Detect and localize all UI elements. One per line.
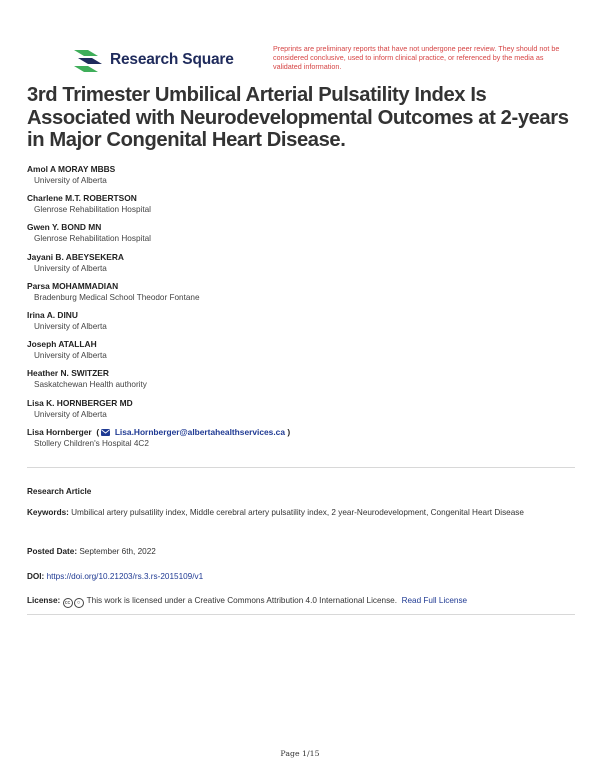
corresponding-author-name <box>27 427 575 438</box>
author-name: Heather N. SWITZER <box>27 368 109 379</box>
author-affiliation: Glenrose Rehabilitation Hospital <box>34 234 151 244</box>
author-affiliation: Saskatchewan Health authority <box>34 380 147 390</box>
author-name: Charlene M.T. ROBERTSON <box>27 193 137 204</box>
email-address: Lisa.Hornberger@albertahealthservices.ca <box>114 426 285 437</box>
author-name: Joseph ATALLAH <box>27 339 97 350</box>
read-full-license-link[interactable]: Read Full License <box>401 596 468 605</box>
author-item <box>27 222 575 251</box>
author-affiliation: Bradenburg Medical School Theodor Fontane <box>34 292 200 302</box>
author-name: Amol A MORAY MBBS <box>27 164 116 174</box>
doi-label: DOI: <box>27 572 45 581</box>
keywords <box>27 506 575 519</box>
corresponding-name: Lisa Hornberger <box>27 426 92 437</box>
author-item <box>27 398 575 427</box>
author-item <box>27 368 575 397</box>
author-name: Gwen Y. BOND MN <box>27 222 102 233</box>
corresponding-affiliation: Stollery Children's Hospital 4C2 <box>34 438 149 448</box>
keywords-label: Keywords: <box>27 508 69 517</box>
author-affiliation: University of Alberta <box>34 263 107 273</box>
research-square-logo-icon <box>72 46 104 74</box>
page-header <box>0 0 600 80</box>
author-name: Jayani B. ABEYSEKERA <box>27 251 124 262</box>
page-number: Page 1/15 <box>280 749 320 758</box>
license-label: License: <box>27 596 61 605</box>
section-divider <box>27 467 575 468</box>
article-type-label: Research Article <box>27 487 92 496</box>
brand-name: Research Square <box>110 51 234 68</box>
author-affiliation: University of Alberta <box>34 176 107 185</box>
author-item <box>27 281 575 310</box>
author-affiliation: University of Alberta <box>34 321 107 331</box>
posted-date-label: Posted Date: <box>27 547 78 556</box>
article-type <box>27 485 575 498</box>
doi-link[interactable]: https://doi.org/10.21203/rs.3.rs-2015109/v1 <box>46 572 204 581</box>
posted-date-value: September 6th, 2022 <box>79 547 156 556</box>
author-item <box>27 310 575 339</box>
envelope-icon <box>101 429 110 436</box>
author-affiliation: University of Alberta <box>34 409 107 419</box>
license <box>27 594 575 608</box>
author-item <box>27 164 575 193</box>
preprint-disclaimer: Preprints are preliminary reports that have not undergone peer review. They should not be considered conclusive, used to inform clinical practice, or referenced by the media as validated information. <box>273 44 560 71</box>
paren-open: ( <box>94 426 100 437</box>
paren-close: ) <box>287 426 291 437</box>
author-item <box>27 339 575 368</box>
author-affiliation: Glenrose Rehabilitation Hospital <box>34 205 151 215</box>
keywords-value: Umbilical artery pulsatility index, Middle cerebral artery pulsatility index, 2 year-Neurodevelopment, Congenital Heart Disease <box>71 508 524 517</box>
email-link[interactable] <box>101 427 287 437</box>
doi <box>27 570 575 583</box>
license-text: This work is licensed under a Creative Commons Attribution 4.0 International License. <box>86 596 398 605</box>
section-divider <box>27 614 575 615</box>
corresponding-author <box>27 427 575 456</box>
author-list <box>27 164 575 456</box>
author-name: Irina A. DINU <box>27 309 78 320</box>
author-item <box>27 193 575 222</box>
author-affiliation: University of Alberta <box>34 351 107 361</box>
posted-date <box>27 545 575 558</box>
author-name: Lisa K. HORNBERGER MD <box>27 397 133 408</box>
cc-icon: cc <box>63 598 73 608</box>
paper-title: 3rd Trimester Umbilical Arterial Pulsatility Index Is Associated with Neurodevelopmental Outcomes at 2-years in Major Congenital Heart Disease. <box>27 84 569 151</box>
cc-by-icon: ○ <box>74 598 84 608</box>
research-square-logo[interactable] <box>72 46 234 74</box>
author-item <box>27 252 575 281</box>
author-name: Parsa MOHAMMADIAN <box>27 280 119 291</box>
